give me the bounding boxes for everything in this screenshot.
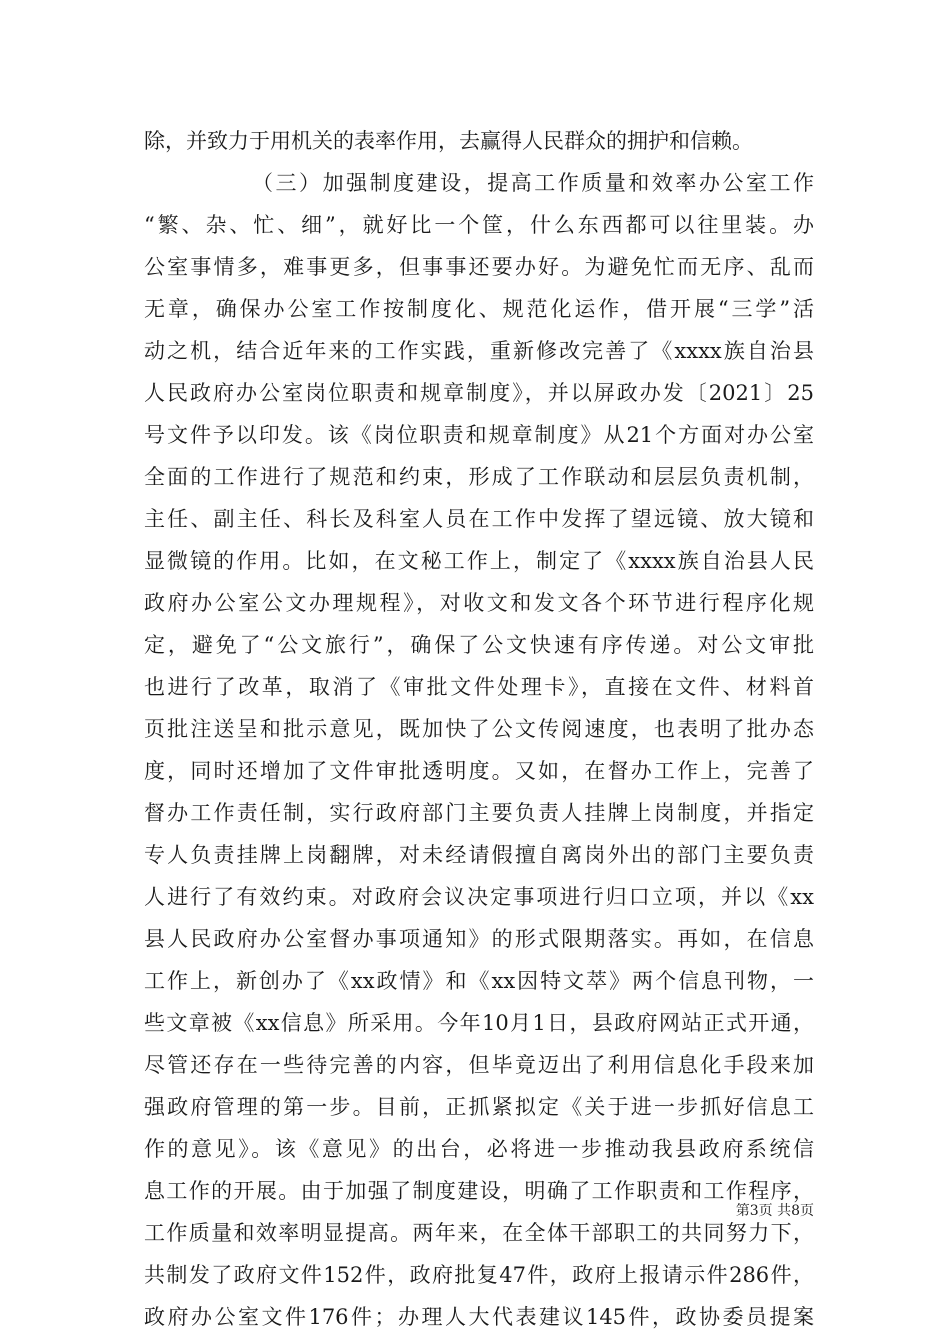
text-line: 除，并致力于用机关的表率作用，去赢得人民群众的拥护和信赖。	[144, 129, 753, 153]
text-line: 政府办公室公文办理规程》，对收文和发文各个环节进行程序化规	[144, 591, 814, 615]
text-line: 公室事情多，难事更多，但事事还要办好。为避免忙而无序、乱而	[144, 255, 814, 279]
text-line: 无章，确保办公室工作按制度化、规范化运作，借开展“三学”活	[144, 297, 814, 321]
text-line: 全面的工作进行了规范和约束，形成了工作联动和层层负责机制，	[144, 465, 814, 489]
text-line: 人进行了有效约束。对政府会议决定事项进行归口立项，并以《xx	[144, 885, 814, 909]
text-line: 主任、副主任、科长及科室人员在工作中发挥了望远镜、放大镜和	[144, 507, 814, 531]
text-line: 督办工作责任制，实行政府部门主要负责人挂牌上岗制度，并指定	[144, 801, 814, 825]
text-line: 度，同时还增加了文件审批透明度。又如，在督办工作上，完善了	[144, 759, 814, 783]
text-line: 号文件予以印发。该《岗位职责和规章制度》从21个方面对办公室	[144, 423, 814, 447]
text-line: 定，避免了“公文旅行”，确保了公文快速有序传递。对公文审批	[144, 633, 814, 657]
section-heading-line: （三）加强制度建设，提高工作质量和效率办公室工作	[252, 171, 814, 195]
text-line: 也进行了改革，取消了《审批文件处理卡》，直接在文件、材料首	[144, 675, 814, 699]
text-line: 些文章被《xx信息》所采用。今年10月1日，县政府网站正式开通，	[144, 1011, 814, 1035]
text-line: 动之机，结合近年来的工作实践，重新修改完善了《xxxx族自治县	[144, 339, 814, 363]
text-line: 工作上，新创办了《xx政情》和《xx因特文萃》两个信息刊物，一	[144, 969, 814, 993]
text-line: 县人民政府办公室督办事项通知》的形式限期落实。再如，在信息	[144, 927, 814, 951]
text-line: 显微镜的作用。比如，在文秘工作上，制定了《xxxx族自治县人民	[144, 549, 814, 573]
text-line: 政府办公室文件176件；办理人大代表建议145件，政协委员提案	[144, 1305, 814, 1329]
body-text	[144, 120, 814, 1338]
text-line: 尽管还存在一些待完善的内容，但毕竟迈出了利用信息化手段来加	[144, 1053, 814, 1077]
page-number: 第3页 共8页	[735, 1203, 814, 1219]
text-line: 专人负责挂牌上岗翻牌，对未经请假擅自离岗外出的部门主要负责	[144, 843, 814, 867]
text-line: 强政府管理的第一步。目前，正抓紧拟定《关于进一步抓好信息工	[144, 1095, 814, 1119]
text-line: 息工作的开展。由于加强了制度建设，明确了工作职责和工作程序，	[144, 1179, 814, 1203]
text-line: “繁、杂、忙、细”，就好比一个筐，什么东西都可以往里装。办	[144, 213, 814, 237]
text-line: 作的意见》。该《意见》的出台，必将进一步推动我县政府系统信	[144, 1137, 814, 1161]
text-line: 页批注送呈和批示意见，既加快了公文传阅速度，也表明了批办态	[144, 717, 814, 741]
text-line: 人民政府办公室岗位职责和规章制度》，并以屏政办发〔2021〕25	[144, 381, 814, 405]
text-line: 共制发了政府文件152件，政府批复47件，政府上报请示件286件，	[144, 1263, 814, 1287]
text-line: 工作质量和效率明显提高。两年来，在全体干部职工的共同努力下，	[144, 1221, 814, 1245]
